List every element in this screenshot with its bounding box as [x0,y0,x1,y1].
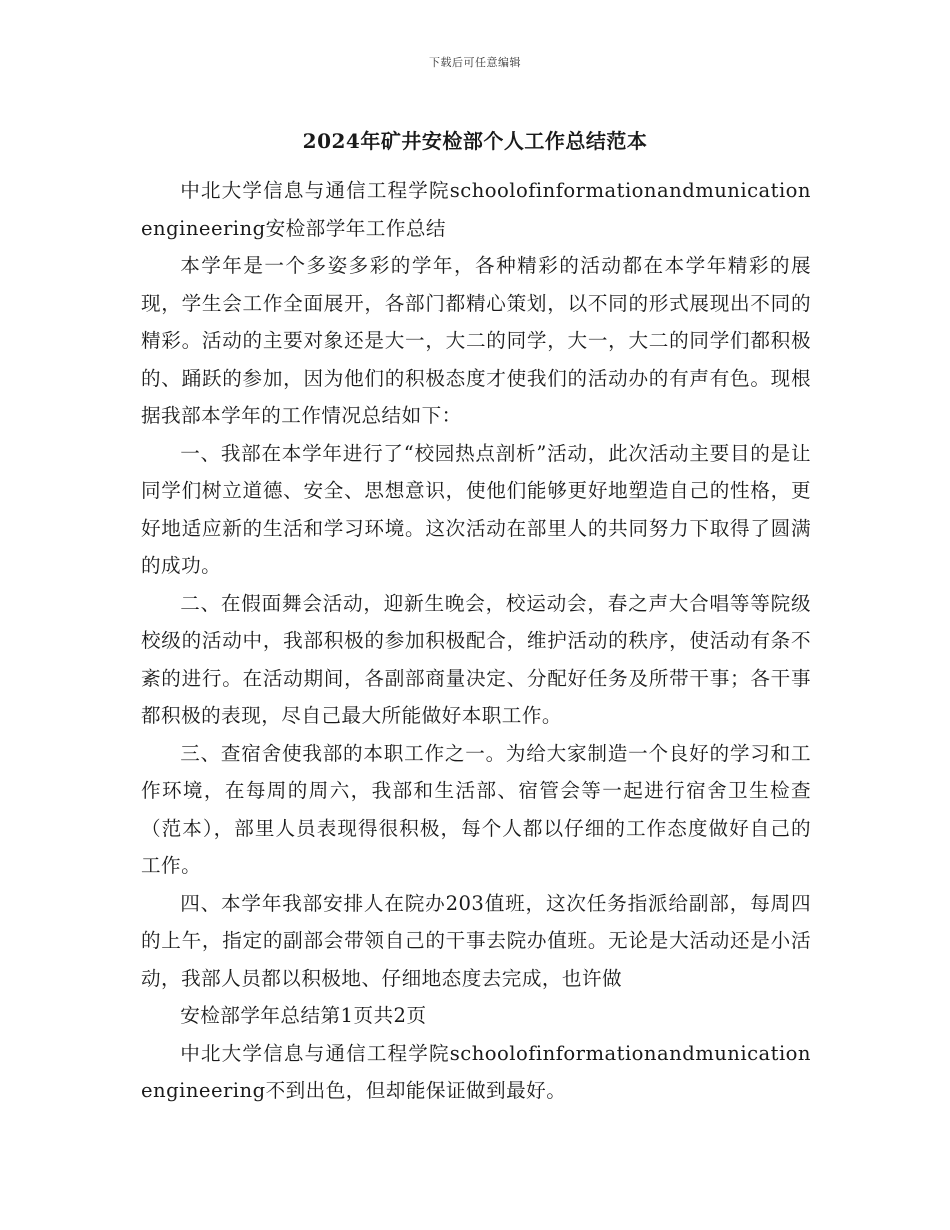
paragraph-intro-header: 中北大学信息与通信工程学院schoolofinformationandmunicationengineering安检部学年工作总结 [141,179,811,240]
paragraph-item-2: 二、在假面舞会活动，迎新生晚会，校运动会，春之声大合唱等等院级校级的活动中，我部积极的参加积极配合，维护活动的秩序，使活动有条不紊的进行。在活动期间，各副部商量决定、分配好任务及所带干事；各干事都积极的表现，尽自己最大所能做好本职工作。 [141,591,811,727]
document-title: 2024年矿井安检部个人工作总结范本 [302,129,648,153]
paragraph-overview: 本学年是一个多姿多彩的学年，各种精彩的活动都在本学年精彩的展现，学生会工作全面展开，各部门都精心策划，以不同的形式展现出不同的精彩。活动的主要对象还是大一，大二的同学，大一，大二的同学们都积极的、踊跃的参加，因为他们的积极态度才使我们的活动办的有声有色。现根据我部本学年的工作情况总结如下： [141,254,811,427]
page-footer-note: 安检部学年总结第1页共2页 [180,1004,427,1027]
paragraph-item-3: 三、查宿舍使我部的本职工作之一。为给大家制造一个良好的学习和工作环境，在每周的周六，我部和生活部、宿管会等一起进行宿舍卫生检查（范本），部里人员表现得很积极，每个人都以仔细的工作态度做好自己的工作。 [141,741,811,877]
paragraph-continued: 中北大学信息与通信工程学院schoolofinformationandmunicationengineering不到出色，但却能保证做到最好。 [141,1041,811,1102]
header-note: 下载后可任意编辑 [429,56,521,69]
document-body [141,172,811,1110]
paragraph-item-4: 四、本学年我部安排人在院办203值班，这次任务指派给副部，每周四的上午，指定的副部会带领自己的干事去院办值班。无论是大活动还是小活动，我部人员都以积极地、仔细地态度去完成，也许做 [141,891,811,990]
paragraph-item-1: 一、我部在本学年进行了“校园热点剖析”活动，此次活动主要目的是让同学们树立道德、安全、思想意识，使他们能够更好地塑造自己的性格，更好地适应新的生活和学习环境。这次活动在部里人的共同努力下取得了圆满的成功。 [141,441,811,577]
